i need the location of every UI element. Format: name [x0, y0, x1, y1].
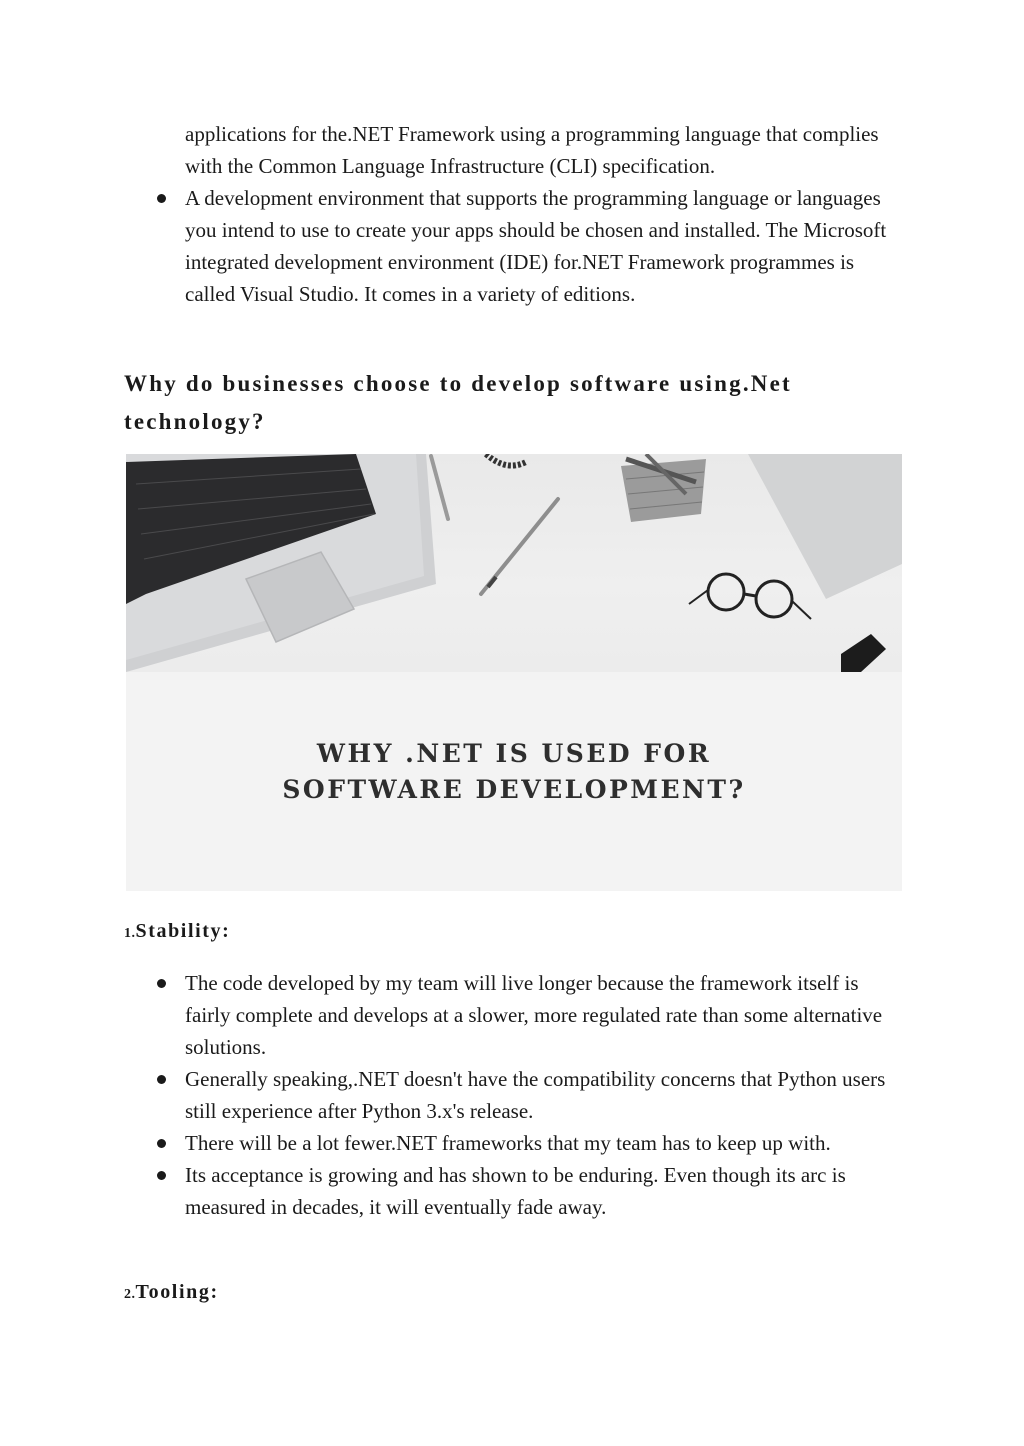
stability-heading — [124, 920, 230, 943]
list-item: A development environment that supports the programming language or languages you intend to use to create your apps should be chosen and installed. The Microsoft integrated development environment (IDE) for.NET Framework programmes is called Visual Studio. It comes in a variety of editions. — [155, 182, 900, 310]
stability-number: 1. — [124, 926, 136, 941]
desk-photo — [126, 454, 902, 672]
stability-bullet-list — [155, 967, 900, 1223]
list-item: There will be a lot fewer.NET frameworks that my team has to keep up with. — [155, 1127, 900, 1159]
banner-title-line-1: WHY .NET IS USED FOR — [316, 739, 712, 768]
tooling-title: Tooling: — [135, 1281, 219, 1303]
banner-image — [126, 454, 902, 891]
list-item: Generally speaking,.NET doesn't have the compatibility concerns that Python users still experience after Python 3.x's release. — [155, 1063, 900, 1127]
stability-title: Stability: — [135, 920, 231, 942]
list-item: Its acceptance is growing and has shown to be enduring. Even though its arc is measured in decades, it will eventually fade away. — [155, 1159, 900, 1223]
list-item: The code developed by my team will live longer because the framework itself is fairly complete and develops at a slower, more regulated rate than some alternative solutions. — [155, 967, 900, 1063]
desk-illustration — [126, 454, 902, 672]
section-heading: Why do businesses choose to develop software using.Net technology? — [124, 371, 792, 434]
tooling-number: 2. — [124, 1287, 136, 1302]
intro-bullet-list — [155, 182, 900, 310]
tooling-heading — [124, 1281, 219, 1304]
banner-title-line-2: SOFTWARE DEVELOPMENT? — [282, 775, 746, 804]
intro-continuation-text: applications for the.NET Framework using a programming language that complies with the Common Language Infrastructure (CLI) specification. — [185, 122, 879, 178]
